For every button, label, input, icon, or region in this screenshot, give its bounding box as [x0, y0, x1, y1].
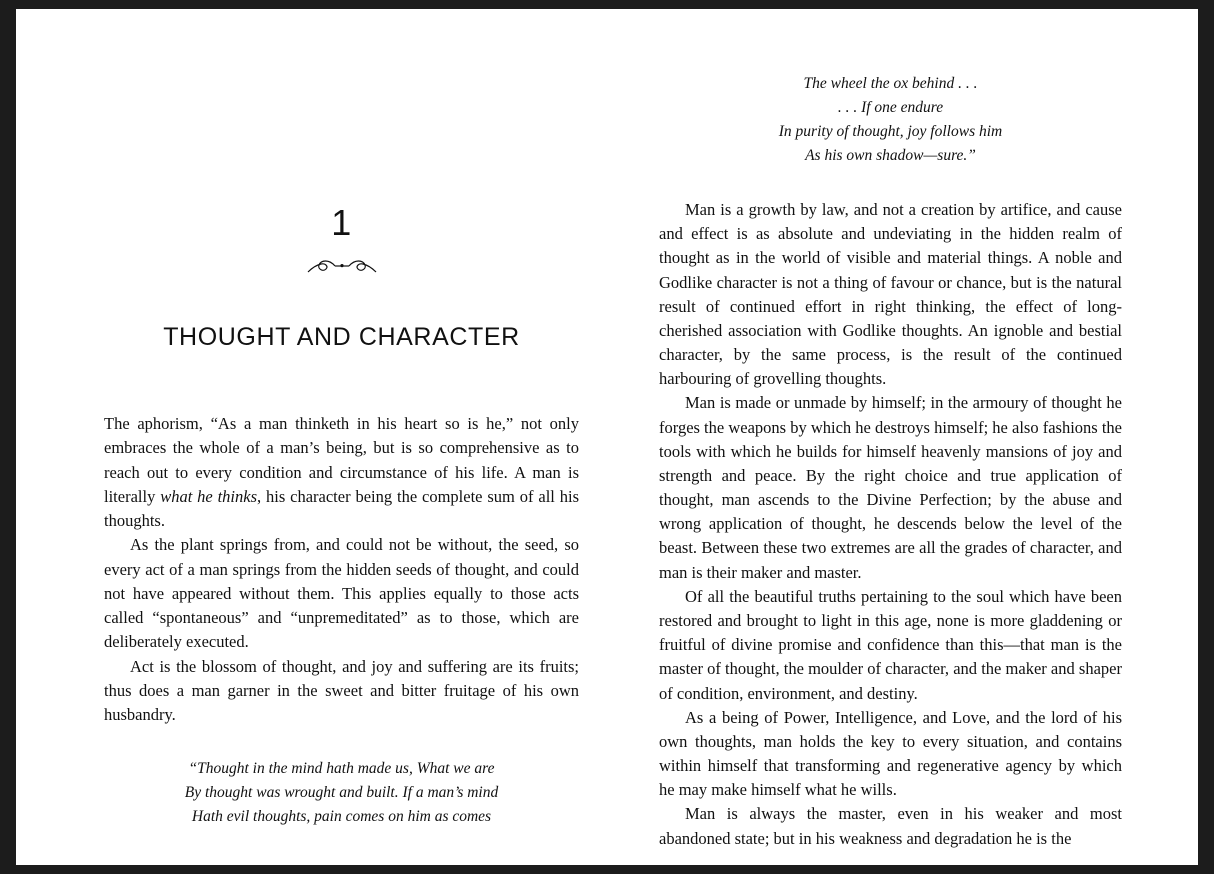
book-page: [16, 9, 1198, 865]
paragraph: The aphorism, “As a man thinketh in his heart so is he,” not only embraces the whole of a man’s being, but is so comprehensive as to reach out to every condition and circumstance of his life. A man is literally what he thinks, his character being the complete sum of all his thoughts.: [104, 414, 579, 530]
flourish-ornament-icon: [104, 255, 579, 281]
paragraph: As a being of Power, Intelligence, and Love, and the lord of his own thoughts, man holds the key to every situation, and contains within himself that transforming and regenerative agency by which he may make himself what he wills.: [659, 707, 1122, 800]
right-body-text: [659, 198, 1122, 851]
chapter-title: THOUGHT AND CHARACTER: [163, 323, 520, 351]
paragraph: Man is a growth by law, and not a creation by artifice, and cause and effect is as absolute and undeviating in the hidden realm of thought as in the world of visible and material things. A noble and Godlike character is not a thing of favour or chance, but is the natural result of continued effort in right thinking, the effect of long-cherished association with Godlike thoughts. An ignoble and bestial character, by the same process, is the result of the continued harbouring of grovelling thoughts.: [659, 200, 1122, 389]
paragraph: Man is always the master, even in his weaker and most abandoned state; but in his weakness and degradation he is the: [659, 804, 1122, 848]
paragraph: Man is made or unmade by himself; in the armoury of thought he forges the weapons by which he destroys himself; he also fashions the tools with which he builds for himself heavenly mansions of joy and strength and peace. By the right choice and true application of thought, man ascends to the Divine Perfection; by the abuse and wrong application of thought, he descends below the level of the beast. Between these two extremes are all the grades of character, and man is their maker and master.: [659, 393, 1122, 582]
verse-block-right: [659, 72, 1122, 168]
verse-line: . . . If one endure: [837, 99, 944, 117]
emphasis-text: what he thinks: [160, 486, 258, 506]
verse-block-left: [104, 757, 579, 829]
paragraph: Of all the beautiful truths pertaining to the soul which have been restored and brought to light in this age, none is more gladdening or fruitful of divine promise and confidence than this—that man is the master of thought, the moulder of character, and the maker and shaper of condition, environment, and destiny.: [659, 586, 1122, 703]
paragraph: Act is the blossom of thought, and joy and suffering are its fruits; thus does a man garner in the sweet and bitter fruitage of his own husbandry.: [104, 656, 579, 724]
chapter-number: 1: [331, 202, 352, 243]
verse-line: Hath evil thoughts, pain comes on him as comes: [191, 808, 492, 826]
left-body-text: [104, 412, 579, 727]
verse-line: By thought was wrought and built. If a man’s mind: [184, 784, 499, 802]
right-page-column: [607, 9, 1198, 865]
verse-line: The wheel the ox behind . . .: [803, 75, 978, 92]
paragraph: As the plant springs from, and could not be without, the seed, so every act of a man springs from the hidden seeds of thought, and could not have appeared without them. This applies equally to those acts called “spontaneous” and “unpremeditated” as to those, which are deliberately executed.: [104, 535, 579, 652]
verse-line: In purity of thought, joy follows him: [778, 123, 1003, 141]
left-page-column: [16, 9, 607, 865]
verse-line: “Thought in the mind hath made us, What we are: [188, 760, 495, 778]
verse-line: As his own shadow—sure.”: [805, 147, 976, 165]
